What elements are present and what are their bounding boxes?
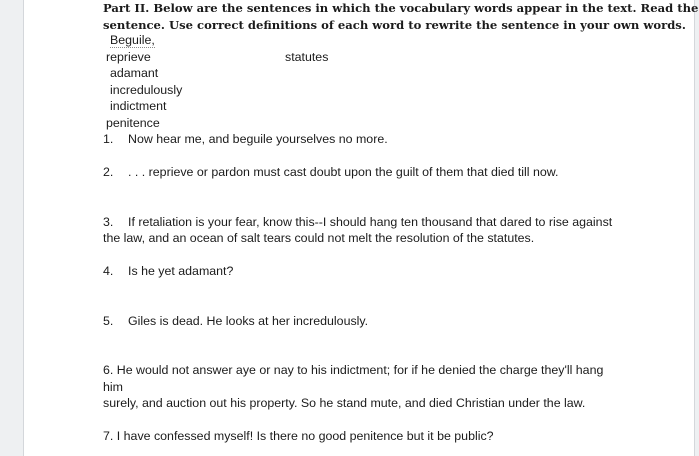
sentence-6-line-1: 6. He would not answer aye or nay to his indictment; for if he denied the charge they'll hang bbox=[103, 363, 604, 377]
sentence-4-text: Is he yet adamant? bbox=[128, 264, 234, 278]
vocab-penitence: penitence bbox=[106, 116, 160, 130]
sentence-5-text: Giles is dead. He looks at her incredulously. bbox=[128, 314, 369, 328]
vocab-incredulously: incredulously bbox=[110, 83, 183, 97]
heading-line-1: Part II. Below are the sentences in which the vocabulary words appear in the text. Read the bbox=[103, 1, 699, 15]
vocab-adamant: adamant bbox=[110, 66, 159, 80]
vocab-beguile-text: Beguile, bbox=[110, 33, 155, 47]
vocab-reprieve: reprieve bbox=[106, 50, 151, 64]
vocab-indictment: indictment bbox=[110, 99, 167, 113]
heading-line-2: sentence. Use correct definitions of each word to rewrite the sentence in your own words. bbox=[103, 18, 686, 32]
sentence-2 bbox=[103, 164, 558, 180]
sentence-5 bbox=[103, 313, 368, 329]
sentence-1-text: Now hear me, and beguile yourselves no more. bbox=[128, 132, 388, 146]
sentence-5-number: 5. bbox=[103, 314, 114, 328]
sentence-4 bbox=[103, 263, 233, 279]
sentence-1 bbox=[103, 131, 388, 147]
sentence-2-number: 2. bbox=[103, 165, 114, 179]
sentence-7: 7. I have confessed myself! Is there no good penitence but it be public? bbox=[103, 429, 494, 443]
sentence-3-line-1 bbox=[103, 214, 612, 230]
sentence-3-number: 3. bbox=[103, 215, 114, 229]
sentence-4-number: 4. bbox=[103, 264, 114, 278]
sentence-2-text: . . . reprieve or pardon must cast doubt upon the guilt of them that died till now. bbox=[128, 165, 559, 179]
vocab-beguile bbox=[110, 32, 155, 48]
vocab-statutes: statutes bbox=[285, 50, 329, 64]
sentence-3-text-1: If retaliation is your fear, know this--I should hang ten thousand that dared to rise against bbox=[128, 215, 613, 229]
sentence-3-line-2: the law, and an ocean of salt tears could not melt the resolution of the statutes. bbox=[103, 231, 535, 245]
section-heading bbox=[103, 0, 699, 34]
sentence-6-line-2: him bbox=[103, 380, 123, 394]
sentence-1-number: 1. bbox=[103, 132, 114, 146]
sentence-6-line-3: surely, and auction out his property. So he stand mute, and died Christian under the law. bbox=[103, 396, 586, 410]
